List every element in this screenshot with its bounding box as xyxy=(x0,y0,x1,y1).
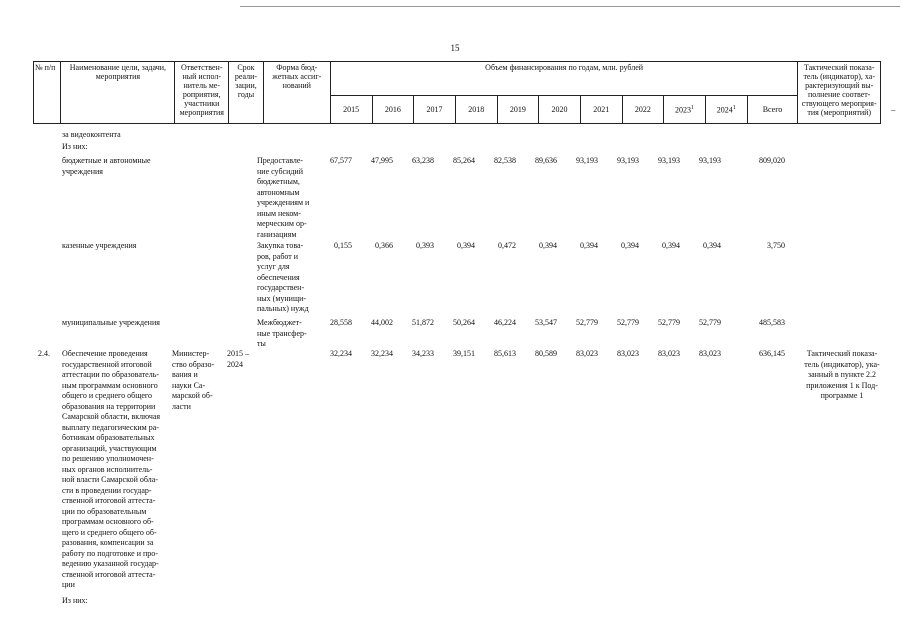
r4name-line: государственной итоговой xyxy=(62,359,152,369)
value-cell: 34,233 xyxy=(412,349,434,358)
value-cell: 0,394 xyxy=(457,241,475,250)
r4name-line: программам основного об- xyxy=(62,517,154,526)
r4name-line: по решению уполномочен- xyxy=(62,454,154,463)
header-year-2024: 2024$^1$ xyxy=(705,96,747,124)
value-cell: 0,394 xyxy=(703,241,721,250)
value-cell: 28,558 xyxy=(330,318,352,327)
value-cell: 83,023 xyxy=(617,349,639,358)
value-cell: 3,750 xyxy=(767,241,785,250)
r2form-line: услуг для xyxy=(257,262,290,271)
header-indicator: Тактический показа- тель (индикатор), ха- рактеризующий вы- полнение соответ- ствующего мероприя- тия (мероприятий) xyxy=(798,62,881,124)
r4name-line: ных органов исполнитель- xyxy=(62,464,153,474)
r4name-line: общего и среднего общего xyxy=(62,391,152,400)
r3name-line: муниципальные учреждения xyxy=(62,318,160,327)
r4resp-line: науки Са- xyxy=(172,380,206,390)
value-cell: 32,234 xyxy=(330,349,352,358)
r4name-line: ным программам основного xyxy=(62,380,158,390)
value-cell: 67,577 xyxy=(330,156,352,165)
r4name-line: ботникам образовательных xyxy=(62,433,155,442)
r4ind-line: приложения 1 к Под- xyxy=(806,380,878,390)
header-year-2019: 2019 xyxy=(497,96,539,124)
r4name-line: ции xyxy=(62,580,75,589)
value-cell: 636,145 xyxy=(759,349,785,358)
margin-mark: – xyxy=(891,105,896,115)
r3form-line: Межбюджет- xyxy=(257,318,302,327)
value-cell: 0,394 xyxy=(662,241,680,250)
header-total: Всего xyxy=(747,96,798,124)
value-cell: 0,394 xyxy=(580,241,598,250)
header-year-2017: 2017 xyxy=(414,96,456,124)
r4name-line: ции по образовательным xyxy=(62,506,147,516)
r4ind-line: Тактический показа- xyxy=(806,349,878,358)
r4name-line: разования, компенсации за xyxy=(62,538,154,547)
value-cell: 82,538 xyxy=(494,156,516,165)
value-cell: 83,023 xyxy=(699,349,721,358)
r4name-line: Обеспечение проведения xyxy=(62,349,148,358)
value-cell: 52,779 xyxy=(576,318,598,327)
r2name-line: казенные учреждения xyxy=(62,241,137,250)
value-cell: 39,151 xyxy=(453,349,475,358)
r3form-line: ты xyxy=(257,339,266,348)
r4ind-line: программе 1 xyxy=(820,391,864,400)
r4name-line: ведению указанной государ- xyxy=(62,559,159,568)
header-name: Наименование цели, задачи, мероприятия xyxy=(61,62,175,124)
r2form-line: обеспечения xyxy=(257,272,300,282)
r4resp-line: ство образо- xyxy=(172,359,215,369)
r4ind-line: занный в пункте 2.2 xyxy=(807,370,877,379)
r4ind-line: тель (индикатор), ука- xyxy=(804,359,880,369)
r2form-line: государствен- xyxy=(257,283,305,292)
r4term-line: 2024 xyxy=(227,359,243,369)
value-cell: 46,224 xyxy=(494,318,516,327)
value-cell: 32,234 xyxy=(371,349,393,358)
value-cell: 809,020 xyxy=(759,156,785,165)
value-cell: 0,472 xyxy=(498,241,516,250)
r1form-line: автономным xyxy=(257,187,300,197)
value-cell: 0,394 xyxy=(539,241,557,250)
value-cell: 47,995 xyxy=(371,156,393,165)
value-cell: 485,583 xyxy=(759,318,785,327)
header-term: Срок реали- зации, годы xyxy=(229,62,264,124)
value-cell: 93,193 xyxy=(658,156,680,165)
header-year-2015: 2015 xyxy=(330,96,372,124)
iz-nih-label-2: Из них: xyxy=(62,596,88,605)
header-year-2023: 2023$^1$ xyxy=(664,96,706,124)
value-cell: 52,779 xyxy=(699,318,721,327)
r4name-line: образования на территории xyxy=(62,401,156,411)
r1name-line: бюджетные и автономные xyxy=(62,156,151,165)
table-header xyxy=(33,61,881,124)
r2form-line: Закупка това- xyxy=(257,241,304,250)
header-volume: Объем финансирования по годам, млн. рублей xyxy=(330,62,798,96)
value-cell: 0,366 xyxy=(375,241,393,250)
r1name-line: учреждения xyxy=(62,166,103,176)
value-cell: 83,023 xyxy=(576,349,598,358)
row4-number: 2.4. xyxy=(38,349,50,358)
r4name-line: ственной итоговой аттеста- xyxy=(62,569,156,579)
r1form-line: ганизациям xyxy=(257,229,297,239)
value-cell: 83,023 xyxy=(658,349,680,358)
r4resp-line: вания и xyxy=(172,370,198,379)
r4name-line: Самарской области, включая xyxy=(62,412,161,421)
r4name-line: выплату педагогическим ра- xyxy=(62,422,159,432)
r4name-line: организаций, участвующим xyxy=(62,443,157,453)
r4resp-line: марской об- xyxy=(172,391,213,400)
r4name-line: ственной итоговой аттеста- xyxy=(62,496,156,505)
r4name-line: аттестации по образователь- xyxy=(62,370,160,379)
page-number: 15 xyxy=(450,43,460,53)
r4resp-line: ласти xyxy=(172,401,191,411)
value-cell: 52,779 xyxy=(617,318,639,327)
value-cell: 85,264 xyxy=(453,156,475,165)
header-year-2018: 2018 xyxy=(455,96,497,124)
r1form-line: учреждениям и xyxy=(257,198,310,207)
value-cell: 0,155 xyxy=(334,241,352,250)
value-cell: 93,193 xyxy=(576,156,598,165)
value-cell: 0,393 xyxy=(416,241,434,250)
value-cell: 80,589 xyxy=(535,349,557,358)
value-cell: 50,264 xyxy=(453,318,475,327)
r1form-line: бюджетным, xyxy=(257,177,300,186)
r2form-line: ров, работ и xyxy=(257,251,299,261)
header-no: № п/п xyxy=(34,62,61,124)
value-cell: 51,872 xyxy=(412,318,434,327)
r1form-line: Предоставле- xyxy=(257,156,304,165)
r1form-line: иным неком- xyxy=(257,208,301,218)
value-cell: 53,547 xyxy=(535,318,557,327)
header-form: Форма бюд- жетных ассиг- нований xyxy=(263,62,330,124)
iz-nih-label-1: Из них: xyxy=(62,142,88,151)
header-year-2021: 2021 xyxy=(580,96,622,124)
r4name-line: ной власти Самарской обла- xyxy=(62,475,158,484)
value-cell: 89,636 xyxy=(535,156,557,165)
header-year-2020: 2020 xyxy=(539,96,581,124)
r4name-line: щего и среднего общего об- xyxy=(62,527,157,537)
value-cell: 93,193 xyxy=(699,156,721,165)
value-cell: 0,394 xyxy=(621,241,639,250)
r3form-line: ные трансфер- xyxy=(257,328,307,338)
value-cell: 85,613 xyxy=(494,349,516,358)
r4term-line: 2015 – xyxy=(227,349,249,358)
continuation-text: за видеоконтента xyxy=(62,130,121,139)
value-cell: 44,002 xyxy=(371,318,393,327)
header-year-2016: 2016 xyxy=(372,96,414,124)
r2form-line: ных (мунищи- xyxy=(257,293,307,303)
value-cell: 63,238 xyxy=(412,156,434,165)
r1form-line: ние субсидий xyxy=(257,166,303,176)
r2form-line: пальных) нужд xyxy=(257,304,309,313)
header-year-2022: 2022 xyxy=(622,96,664,124)
value-cell: 93,193 xyxy=(617,156,639,165)
value-cell: 52,779 xyxy=(658,318,680,327)
scan-top-line xyxy=(240,6,900,7)
r4resp-line: Министер- xyxy=(172,349,210,358)
r4name-line: работу по подготовке и про- xyxy=(62,548,158,558)
r4name-line: сти в проведении государ- xyxy=(62,485,152,495)
header-responsible: Ответствен- ный испол- нитель ме- роприятия, участники мероприятия xyxy=(175,62,229,124)
r1form-line: мерческим ор- xyxy=(257,219,307,228)
